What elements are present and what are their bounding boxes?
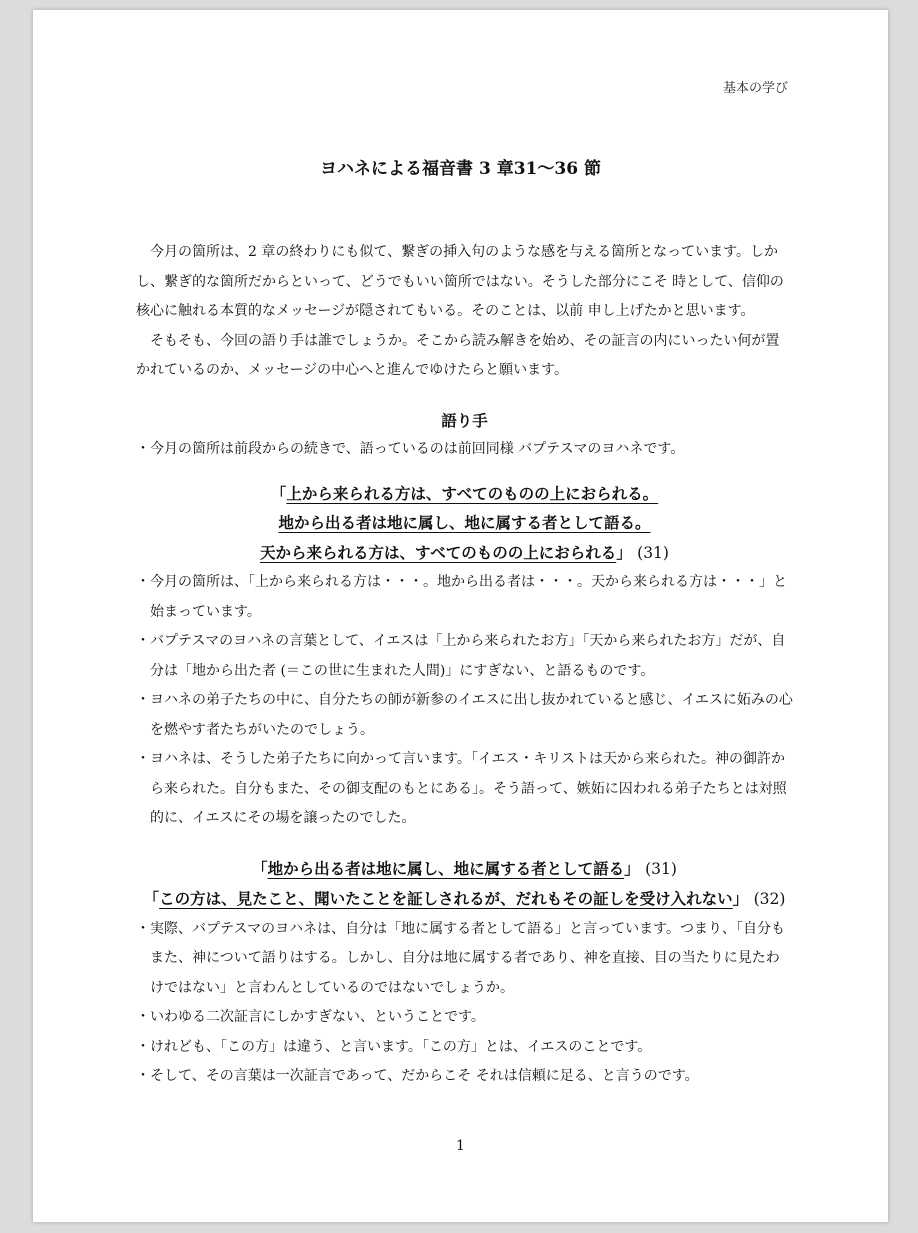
list-item: ・そして、その言葉は一次証言であって、だからこそ それは信頼に足る、と言うのです。	[136, 1068, 699, 1084]
document-page	[33, 10, 888, 1222]
scripture-quote-2	[136, 854, 793, 915]
list-item: ・けれども、「この方」は違う、と言います。「この方」とは、イエスのことです。	[136, 1038, 652, 1055]
intro-paragraph-2: そもそも、今回の語り手は誰でしょうか。そこから読み解きを始め、その証言の内にいったい何が置かれているのか、メッセージの中心へと進んでゆけたらと願います。	[136, 332, 780, 378]
list-item: ・ヨハネは、そうした弟子たちに向かって言います。「イエス・キリストは天から来られた。神の御許から来られた。自分もまた、その御支配のもとにある」。そう語って、嫉妬に囚われる弟子たちとは対照的に、イエスにその場を譲ったのでした。	[136, 751, 787, 826]
quote-1-line-2: 地から出る者は地に属し、地に属する者として語る。	[278, 513, 651, 532]
document-body	[136, 238, 793, 1092]
running-header: 基本の学び	[722, 81, 788, 96]
quote-1-line-1: 「上から来られる方は、すべてのものの上におられる。	[270, 483, 659, 503]
list-item: ・実際、バプテスマのヨハネは、自分は「地に属する者として語る」と言っています。つまり、「自分もまた、神について語りはする。しかし、自分は地に属する者であり、神を直接、目の当たりに見たわけではない」と言わんとしているのではないでしょうか。	[136, 920, 786, 996]
verse-reference: (31)	[645, 859, 677, 878]
quote-2-line-2: 「この方は、見たこと、聞いたことを証しされるが、だれもその証しを受け入れない」 (32)	[143, 889, 786, 908]
list-item: ・今月の箇所は、「上から来られる方は・・・。地から出る者は・・・。天から来られる方は・・・」と始まっています。	[136, 574, 787, 620]
list-item: ・バプテスマのヨハネの言葉として、イエスは「上から来られたお方」「天から来られたお方」だが、自分は「地から出た者 (＝この世に生まれた人間)」にすぎない、と語るものです。	[136, 633, 786, 679]
list-item: ・いわゆる二次証言にしかすぎない、ということです。	[136, 1009, 485, 1025]
list-item: ・ヨハネの弟子たちの中に、自分たちの師が新参のイエスに出し抜かれていると感じ、イエスに妬みの心を燃やす者たちがいたのでしょう。	[136, 692, 793, 738]
quote-1-line-3: 天から来られる方は、すべてのものの上におられる」 (31)	[260, 542, 669, 562]
section-heading-narrator: 語り手	[441, 410, 488, 430]
intro-paragraph-1: 今月の箇所は、2 章の終わりにも似て、繋ぎの挿入句のような感を与える箇所となっています。しかし、繋ぎ的な箇所だからといって、どうでもいい箇所ではない。そうした部分にこそ 時として、信仰の核心に触れる本質的なメッセージが隠されてもいる。そのことは、以前 申し上げたかと思います。	[136, 244, 784, 319]
document-title: ヨハネによる福音書 3 章31〜36 節	[320, 159, 601, 179]
quote-2-line-1: 「地から出る者は地に属し、地に属する者として語る」 (31)	[252, 858, 677, 878]
scripture-quote-1	[136, 479, 793, 569]
narrator-bullet: ・今月の箇所は前段からの続きで、語っているのは前回同様 バプテスマのヨハネです。	[136, 441, 685, 457]
verse-reference: (31)	[637, 543, 669, 562]
verse-reference: (32)	[753, 890, 786, 908]
page-number: 1	[456, 1138, 465, 1154]
